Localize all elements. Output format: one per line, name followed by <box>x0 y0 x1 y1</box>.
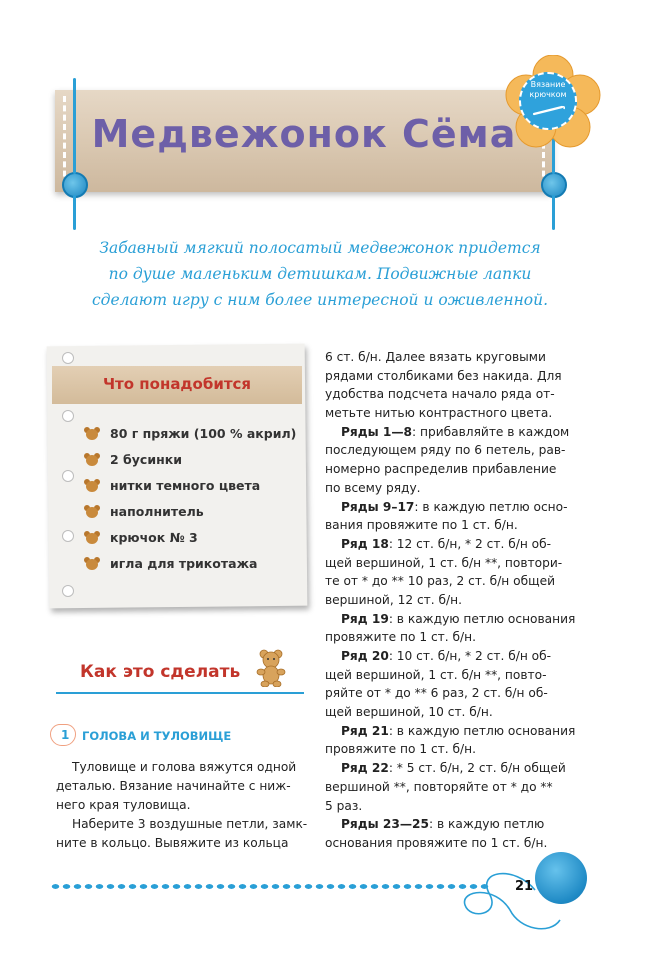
row-label: Ряды 9–17 <box>341 499 415 514</box>
row-instruction <box>325 535 585 554</box>
list-item <box>84 550 296 576</box>
section-number: 1 <box>61 728 70 742</box>
row-instruction <box>325 722 585 741</box>
intro-line: по душе маленьким детишкам. Подвижные лапки <box>108 265 532 283</box>
text-line: Туловище и голова вяжутся одной <box>72 760 297 774</box>
item-text: наполнитель <box>110 503 204 519</box>
text-line: щей вершиной, 1 ст. б/н **, повтори- <box>325 555 563 570</box>
row-label: Ряд 21 <box>341 723 389 738</box>
text-line: него края туловища. <box>56 798 191 812</box>
right-thread-tail <box>552 195 555 230</box>
intro-line: сделают игру с ним более интересной и оживленной. <box>91 291 549 309</box>
row-text: : в каждую петлю осно- <box>414 499 568 514</box>
decorative-stitch-row <box>50 883 490 891</box>
text-line: щей вершиной, 1 ст. б/н **, повто- <box>325 667 547 682</box>
text-line: основания провяжите по 1 ст. б/н. <box>325 835 548 850</box>
badge-text: Вязание крючком <box>529 80 567 99</box>
item-text: 80 г пряжи (100 % акрил) <box>110 425 297 441</box>
crochet-hook-icon <box>532 103 566 117</box>
text-line: вания провяжите по 1 ст. б/н. <box>325 518 518 533</box>
page-number: 21 <box>515 879 534 894</box>
text-line: вершиной **, повторяйте от * до ** <box>325 779 553 794</box>
hole <box>62 352 74 364</box>
text-line: номерно распределив прибавление <box>325 462 557 477</box>
text-line: рядами столбиками без накида. Для <box>325 368 562 383</box>
text-line: 5 раз. <box>325 798 363 813</box>
row-label: Ряд 19 <box>341 611 389 626</box>
row-instruction <box>325 759 585 778</box>
row-text: : в каждую петлю основания <box>388 723 576 738</box>
right-column-text <box>325 348 585 853</box>
intro-line: Забавный мягкий полосатый медвежонок придется <box>99 239 541 257</box>
row-instruction <box>325 498 585 517</box>
list-item <box>84 446 296 472</box>
item-text: крючок № 3 <box>110 529 198 545</box>
text-line: деталью. Вязание начинайте с ниж- <box>56 779 291 793</box>
bear-bullet-icon <box>84 530 100 544</box>
yarn-ball-icon <box>535 852 587 904</box>
text-line: метьте нитью контрастного цвета. <box>325 406 553 421</box>
row-text: : прибавляйте в каждом <box>412 424 570 439</box>
materials-title: Что понадобится <box>102 375 252 393</box>
row-label: Ряд 18 <box>341 536 389 551</box>
text-line: удобства подсчета начало ряда от- <box>325 387 555 402</box>
hole <box>62 585 74 597</box>
hole <box>62 470 74 482</box>
hole <box>62 410 74 422</box>
left-column-text <box>56 758 306 853</box>
howto-underline <box>56 692 304 694</box>
text-line: по всему ряду. <box>325 480 421 495</box>
list-item <box>84 420 296 446</box>
bear-bullet-icon <box>84 452 100 466</box>
text-line: 6 ст. б/н. Далее вязать круговыми <box>325 350 546 364</box>
text-line: щей вершиной, 10 ст. б/н. <box>325 705 493 720</box>
bear-bullet-icon <box>84 426 100 440</box>
list-item <box>84 524 296 550</box>
text-line: Наберите 3 воздушные петли, замк- <box>72 817 308 831</box>
bear-bullet-icon <box>84 478 100 492</box>
text-line: провяжите по 1 ст. б/н. <box>325 742 476 757</box>
text-line: последующем ряду по 6 петель, рав- <box>325 443 566 458</box>
item-text: нитки темного цвета <box>110 477 261 493</box>
row-text: : в каждую петлю основания <box>388 611 576 626</box>
row-text: : 12 ст. б/н, * 2 ст. б/н об- <box>388 536 552 551</box>
text-line: вершиной, 12 ст. б/н. <box>325 592 462 607</box>
row-label: Ряд 22 <box>341 761 389 776</box>
item-text: 2 бусинки <box>110 451 182 467</box>
hole <box>62 530 74 542</box>
text-line: провяжите по 1 ст. б/н. <box>325 630 476 645</box>
row-instruction <box>325 610 585 629</box>
row-text: : в каждую петлю <box>428 817 545 832</box>
row-instruction <box>325 815 585 834</box>
text-line: ните в кольцо. Вывяжите из кольца <box>56 836 289 850</box>
intro-text <box>85 235 555 313</box>
howto-heading: Как это сделать <box>80 662 241 682</box>
row-text: : * 5 ст. б/н, 2 ст. б/н общей <box>388 761 566 776</box>
item-text: игла для трикотажа <box>110 555 258 571</box>
row-label: Ряды 23—25 <box>341 817 429 832</box>
teddy-bear-icon <box>256 649 286 687</box>
text-line: те от * до ** 10 раз, 2 ст. б/н общей <box>325 574 556 589</box>
materials-list <box>84 420 296 576</box>
row-instruction <box>325 647 585 666</box>
bear-bullet-icon <box>84 504 100 518</box>
text-line: ряйте от * до ** 6 раз, 2 ст. б/н об- <box>325 686 548 701</box>
bear-bullet-icon <box>84 556 100 570</box>
row-text: : 10 ст. б/н, * 2 ст. б/н об- <box>388 649 552 663</box>
list-item <box>84 498 296 524</box>
row-instruction <box>325 423 585 442</box>
row-label: Ряды 1—8 <box>341 424 413 439</box>
row-label: Ряд 20 <box>341 649 389 663</box>
left-thread-tail <box>73 195 76 230</box>
page-title: Медвежонок Сёма <box>91 112 517 156</box>
section-title: ГОЛОВА И ТУЛОВИЩЕ <box>82 729 232 743</box>
list-item <box>84 472 296 498</box>
